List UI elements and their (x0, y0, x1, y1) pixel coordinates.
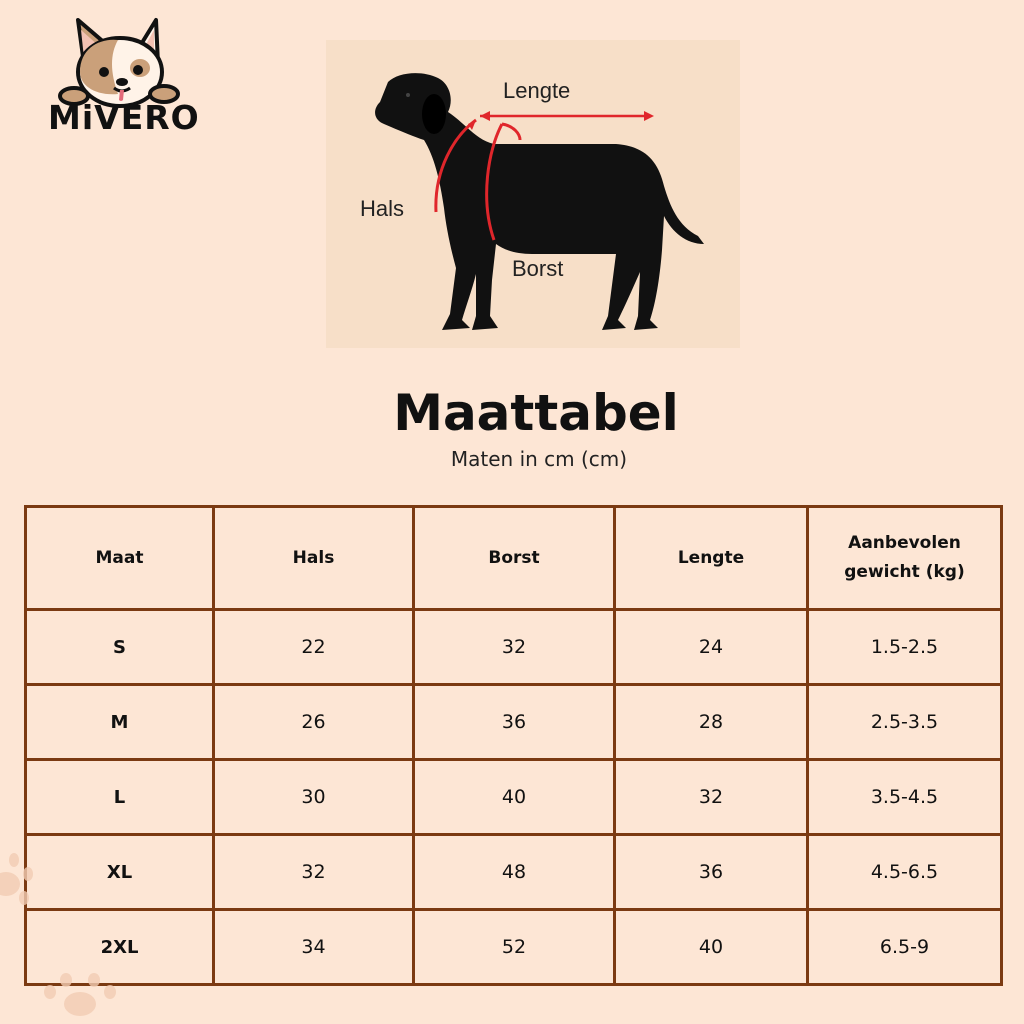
size-cell: XL (26, 835, 214, 910)
table-header-row (26, 507, 1002, 610)
size-cell: 2XL (26, 910, 214, 985)
table-row (26, 610, 1002, 685)
header-size: Maat (26, 507, 214, 610)
header-chest: Borst (414, 507, 615, 610)
neck-cell: 22 (214, 610, 414, 685)
header-length: Lengte (615, 507, 808, 610)
chest-cell: 48 (414, 835, 615, 910)
length-cell: 32 (615, 760, 808, 835)
neck-cell: 34 (214, 910, 414, 985)
neck-cell: 30 (214, 760, 414, 835)
size-table (24, 505, 1003, 986)
paw-print-icon (36, 962, 126, 1024)
chest-cell: 32 (414, 610, 615, 685)
weight-cell: 3.5-4.5 (808, 760, 1002, 835)
chest-label: Borst (512, 256, 564, 281)
neck-cell: 32 (214, 835, 414, 910)
length-cell: 24 (615, 610, 808, 685)
table-row (26, 760, 1002, 835)
table-row (26, 910, 1002, 985)
chest-cell: 40 (414, 760, 615, 835)
size-cell: S (26, 610, 214, 685)
header-weight: Aanbevolen gewicht (kg) (808, 507, 1002, 610)
page-subtitle: Maten in cm (cm) (450, 447, 628, 471)
page-title: Maattabel (393, 384, 679, 442)
paw-print-icon (0, 840, 40, 920)
neck-label: Hals (360, 196, 405, 221)
size-cell: M (26, 685, 214, 760)
chest-cell: 36 (414, 685, 615, 760)
neck-cell: 26 (214, 685, 414, 760)
header-neck: Hals (214, 507, 414, 610)
length-cell: 36 (615, 835, 808, 910)
table-row (26, 835, 1002, 910)
weight-cell: 2.5-3.5 (808, 685, 1002, 760)
weight-cell: 1.5-2.5 (808, 610, 1002, 685)
length-cell: 40 (615, 910, 808, 985)
weight-cell: 4.5-6.5 (808, 835, 1002, 910)
length-label: Lengte (503, 78, 571, 103)
brand-name: MiVERO (48, 98, 200, 137)
dog-measurement-diagram (326, 40, 740, 348)
chest-cell: 52 (414, 910, 615, 985)
table-row (26, 685, 1002, 760)
weight-cell: 6.5-9 (808, 910, 1002, 985)
size-cell: L (26, 760, 214, 835)
length-cell: 28 (615, 685, 808, 760)
